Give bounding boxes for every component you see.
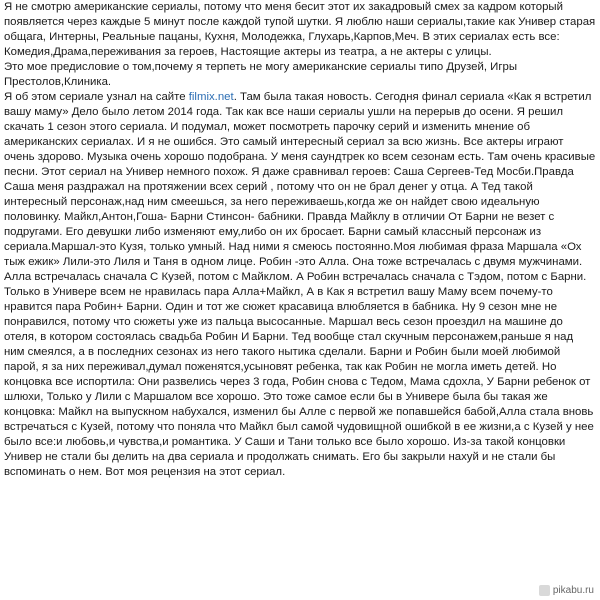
filmix-link[interactable]: filmix.net	[188, 91, 234, 103]
review-text-start: Я об этом сериале узнал на сайте	[4, 91, 189, 103]
paragraph-intro: Я не смотрю американские сериалы, потому что меня бесит этот их закадровый смех за кадром который появляется через каждые 5 минут после каждой тупой шутки. Я люблю наши сериалы,такие как Универ старая общага, Интерны, Реальные пацаны, Кухня, Молодежка, Глухарь,Карпов,Меч. В этих сериалах есть все: Комедия,Драма,переживания за героев, Настоящие актеры из театра, а не актеры с улицы.	[4, 1, 596, 58]
watermark-text: pikabu.ru	[552, 585, 594, 596]
review-text	[4, 0, 596, 480]
pikabu-logo-icon	[539, 585, 550, 596]
review-text-body: . Там была такая новость. Сегодня финал сериала «Как я встретил вашу маму» Дело было летом 2014 года. Так как все наши сериалы ушли на перерыв до осени. Я решил скачать 1 сезон этого сериала. И подумал, может посмотреть парочку серий и изменить мнение об американских сериалах. И я не ошибся. Это самый интересный сериал за всю жизнь. Все актеры играют очень здорово. Музыка очень хорошо подобрана. У меня саундтрек ко всем сезонам есть. Там очень красивые песни. Этот сериал на Универ немного похож. Я даже сравнивал героев: Саша Сергеев-Тед Мосби.Правда Саша меня раздражал на протяжении всех серий , потому что он не брал денег у отца. А Тед такой интересный персонаж,над ним смеешься, за него переживаешь,когда же он найдет свою идеальную половинку. Майкл,Антон,Гоша- Барни Стинсон- бабники. Правда Майклу в отличии От Барни не везет с подругами. Его девушки либо изменяют ему,либо он их бросает. Барни самый классный персонаж из сериала.Маршал-это Кузя, только умный. Над ними я смеюсь постоянно.Моя любимая фраза Маршала «Ох тыж ежик» Лили-это Лиля и Таня в одном лице. Робин -это Алла. Она тоже встречалась с двумя мужчинами. Алла встречалась сначала С Кузей, потом с Майклом. А Робин встречалась сначала с Тэдом, потом с Барни. Только в Универе всем не нравилась пара Алла+Майкл, А в Как я встретил вашу Маму всем почему-то нравится пара Робин+ Барни. Один и тот же сюжет красавица влюбляется в бабника. Ну 9 сезон мне не понравился, потому что сюжеты уже из пальца высосанные. Маршал весь сезон проездил на машине до отеля, в котором состоялась свадьба Робин И Барни. Тед вообще стал скучным персонажем,раньше я над ним смеялся, а в последних сезонах из него такого нытика сделали. Барни и Робин были моей любимой парой, я за них переживал,думал поженятся,усыновят ребенка, так как Робин не могла иметь детей. Но концовка все испортила: Они развелись через 3 года, Робин снова с Тедом, Мама сдохла, У Барни ребенок от шлюхи, Только у Лили с Маршалом все хорошо. Это тоже самое если бы в Универе была бы такая же концовка: Майкл на выпускном набухался, изменил бы Алле с первой же попавшейся бабой,Алла стала вновь встречаться с Кузей, потому что поняла что Майкл был самой чудовищной ошибкой в ее жизни,а с Кузей у нее было все:и любовь,и чувства,и романтика. У Саши и Тани только все было хорошо. Из-за такой концовки Универ не стали бы делить на два сериала и продолжать снимать. Его бы закрыли нахуй и не стали бы вспоминать о нем. Вот моя рецензия на этот сериал.	[4, 91, 596, 478]
paragraph-preface: Это мое предисловие о том,почему я терпеть не могу американские сериалы типо Друзей, Игры Престолов,Клиника.	[4, 61, 518, 88]
paragraph-review	[4, 90, 596, 480]
pikabu-watermark	[539, 585, 594, 596]
